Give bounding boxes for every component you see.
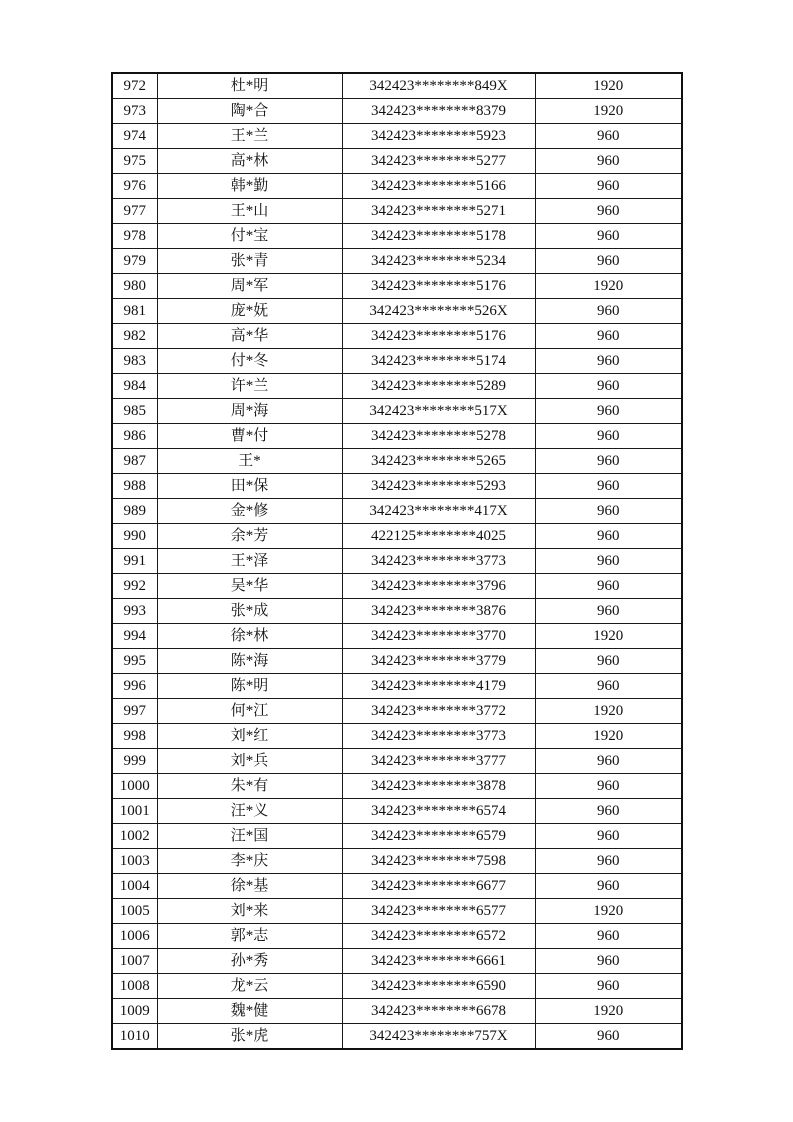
row-number-cell: 985 xyxy=(112,399,157,424)
table-row xyxy=(112,799,682,824)
name-cell: 魏*健 xyxy=(157,999,342,1024)
amount-cell: 960 xyxy=(535,399,682,424)
name-cell: 刘*红 xyxy=(157,724,342,749)
id-number-cell: 342423********526X xyxy=(342,299,535,324)
name-cell: 汪*国 xyxy=(157,824,342,849)
amount-cell: 960 xyxy=(535,774,682,799)
name-cell: 张*成 xyxy=(157,599,342,624)
name-cell: 徐*基 xyxy=(157,874,342,899)
name-cell: 陈*明 xyxy=(157,674,342,699)
name-cell: 吴*华 xyxy=(157,574,342,599)
table-row xyxy=(112,999,682,1024)
name-cell: 李*庆 xyxy=(157,849,342,874)
table-row xyxy=(112,724,682,749)
name-cell: 杜*明 xyxy=(157,73,342,99)
row-number-cell: 1001 xyxy=(112,799,157,824)
table-body xyxy=(112,73,682,1049)
id-number-cell: 342423********3876 xyxy=(342,599,535,624)
amount-cell: 960 xyxy=(535,674,682,699)
name-cell: 王* xyxy=(157,449,342,474)
table-row xyxy=(112,574,682,599)
table-row xyxy=(112,549,682,574)
id-number-cell: 342423********3772 xyxy=(342,699,535,724)
name-cell: 庞*妩 xyxy=(157,299,342,324)
name-cell: 朱*有 xyxy=(157,774,342,799)
table-row xyxy=(112,249,682,274)
id-number-cell: 342423********3773 xyxy=(342,724,535,749)
row-number-cell: 993 xyxy=(112,599,157,624)
row-number-cell: 1007 xyxy=(112,949,157,974)
table-row xyxy=(112,974,682,999)
amount-cell: 960 xyxy=(535,499,682,524)
amount-cell: 960 xyxy=(535,599,682,624)
id-number-cell: 342423********7598 xyxy=(342,849,535,874)
table-row xyxy=(112,624,682,649)
row-number-cell: 996 xyxy=(112,674,157,699)
row-number-cell: 994 xyxy=(112,624,157,649)
name-cell: 金*修 xyxy=(157,499,342,524)
amount-cell: 960 xyxy=(535,824,682,849)
id-number-cell: 342423********5278 xyxy=(342,424,535,449)
table-row xyxy=(112,474,682,499)
name-cell: 王*山 xyxy=(157,199,342,224)
amount-cell: 960 xyxy=(535,849,682,874)
name-cell: 何*江 xyxy=(157,699,342,724)
id-number-cell: 342423********6678 xyxy=(342,999,535,1024)
row-number-cell: 975 xyxy=(112,149,157,174)
amount-cell: 960 xyxy=(535,549,682,574)
amount-cell: 1920 xyxy=(535,274,682,299)
table-row xyxy=(112,699,682,724)
row-number-cell: 992 xyxy=(112,574,157,599)
id-number-cell: 342423********5293 xyxy=(342,474,535,499)
row-number-cell: 980 xyxy=(112,274,157,299)
table-row xyxy=(112,199,682,224)
row-number-cell: 1005 xyxy=(112,899,157,924)
amount-cell: 960 xyxy=(535,299,682,324)
amount-cell: 960 xyxy=(535,1024,682,1050)
amount-cell: 1920 xyxy=(535,624,682,649)
row-number-cell: 1002 xyxy=(112,824,157,849)
table-row xyxy=(112,499,682,524)
row-number-cell: 982 xyxy=(112,324,157,349)
table-row xyxy=(112,874,682,899)
row-number-cell: 978 xyxy=(112,224,157,249)
id-number-cell: 342423********4179 xyxy=(342,674,535,699)
id-number-cell: 342423********5234 xyxy=(342,249,535,274)
id-number-cell: 342423********5178 xyxy=(342,224,535,249)
id-number-cell: 342423********3777 xyxy=(342,749,535,774)
amount-cell: 960 xyxy=(535,174,682,199)
table-row xyxy=(112,949,682,974)
id-number-cell: 342423********6677 xyxy=(342,874,535,899)
id-number-cell: 342423********5176 xyxy=(342,274,535,299)
id-number-cell: 342423********6579 xyxy=(342,824,535,849)
row-number-cell: 1004 xyxy=(112,874,157,899)
amount-cell: 1920 xyxy=(535,73,682,99)
row-number-cell: 1000 xyxy=(112,774,157,799)
row-number-cell: 1008 xyxy=(112,974,157,999)
table-row xyxy=(112,274,682,299)
table-row xyxy=(112,399,682,424)
row-number-cell: 988 xyxy=(112,474,157,499)
table-row xyxy=(112,749,682,774)
table-row xyxy=(112,149,682,174)
id-number-cell: 342423********5923 xyxy=(342,124,535,149)
amount-cell: 1920 xyxy=(535,699,682,724)
amount-cell: 960 xyxy=(535,799,682,824)
row-number-cell: 974 xyxy=(112,124,157,149)
row-number-cell: 981 xyxy=(112,299,157,324)
id-number-cell: 342423********3770 xyxy=(342,624,535,649)
name-cell: 陈*海 xyxy=(157,649,342,674)
amount-cell: 960 xyxy=(535,874,682,899)
table-row xyxy=(112,524,682,549)
row-number-cell: 1009 xyxy=(112,999,157,1024)
amount-cell: 960 xyxy=(535,749,682,774)
name-cell: 王*兰 xyxy=(157,124,342,149)
id-number-cell: 342423********3796 xyxy=(342,574,535,599)
amount-cell: 1920 xyxy=(535,899,682,924)
table-row xyxy=(112,899,682,924)
amount-cell: 960 xyxy=(535,374,682,399)
name-cell: 曹*付 xyxy=(157,424,342,449)
row-number-cell: 976 xyxy=(112,174,157,199)
id-number-cell: 342423********417X xyxy=(342,499,535,524)
row-number-cell: 972 xyxy=(112,73,157,99)
table-row xyxy=(112,824,682,849)
id-number-cell: 342423********5277 xyxy=(342,149,535,174)
table-row xyxy=(112,299,682,324)
id-number-cell: 342423********5289 xyxy=(342,374,535,399)
name-cell: 张*虎 xyxy=(157,1024,342,1050)
name-cell: 汪*义 xyxy=(157,799,342,824)
id-number-cell: 342423********5174 xyxy=(342,349,535,374)
id-number-cell: 342423********5265 xyxy=(342,449,535,474)
amount-cell: 960 xyxy=(535,199,682,224)
row-number-cell: 1010 xyxy=(112,1024,157,1050)
id-number-cell: 342423********8379 xyxy=(342,99,535,124)
data-table xyxy=(111,72,683,1050)
row-number-cell: 995 xyxy=(112,649,157,674)
name-cell: 田*保 xyxy=(157,474,342,499)
table-row xyxy=(112,73,682,99)
name-cell: 付*宝 xyxy=(157,224,342,249)
row-number-cell: 987 xyxy=(112,449,157,474)
row-number-cell: 991 xyxy=(112,549,157,574)
row-number-cell: 999 xyxy=(112,749,157,774)
amount-cell: 1920 xyxy=(535,999,682,1024)
row-number-cell: 983 xyxy=(112,349,157,374)
name-cell: 周*军 xyxy=(157,274,342,299)
row-number-cell: 984 xyxy=(112,374,157,399)
row-number-cell: 998 xyxy=(112,724,157,749)
name-cell: 余*芳 xyxy=(157,524,342,549)
amount-cell: 960 xyxy=(535,574,682,599)
id-number-cell: 342423********6661 xyxy=(342,949,535,974)
table-row xyxy=(112,599,682,624)
name-cell: 韩*勤 xyxy=(157,174,342,199)
name-cell: 郭*志 xyxy=(157,924,342,949)
name-cell: 刘*兵 xyxy=(157,749,342,774)
amount-cell: 960 xyxy=(535,949,682,974)
table-row xyxy=(112,324,682,349)
name-cell: 龙*云 xyxy=(157,974,342,999)
id-number-cell: 342423********5176 xyxy=(342,324,535,349)
row-number-cell: 989 xyxy=(112,499,157,524)
amount-cell: 960 xyxy=(535,649,682,674)
id-number-cell: 342423********5166 xyxy=(342,174,535,199)
table-row xyxy=(112,924,682,949)
table-row xyxy=(112,674,682,699)
amount-cell: 960 xyxy=(535,349,682,374)
name-cell: 周*海 xyxy=(157,399,342,424)
name-cell: 徐*林 xyxy=(157,624,342,649)
id-number-cell: 342423********3773 xyxy=(342,549,535,574)
row-number-cell: 977 xyxy=(112,199,157,224)
amount-cell: 960 xyxy=(535,149,682,174)
name-cell: 许*兰 xyxy=(157,374,342,399)
table-row xyxy=(112,349,682,374)
id-number-cell: 342423********6577 xyxy=(342,899,535,924)
table-row xyxy=(112,224,682,249)
amount-cell: 960 xyxy=(535,424,682,449)
table-row xyxy=(112,849,682,874)
row-number-cell: 1003 xyxy=(112,849,157,874)
name-cell: 刘*来 xyxy=(157,899,342,924)
id-number-cell: 342423********849X xyxy=(342,73,535,99)
table-row xyxy=(112,174,682,199)
row-number-cell: 1006 xyxy=(112,924,157,949)
amount-cell: 1920 xyxy=(535,99,682,124)
id-number-cell: 342423********6590 xyxy=(342,974,535,999)
row-number-cell: 973 xyxy=(112,99,157,124)
id-number-cell: 342423********517X xyxy=(342,399,535,424)
amount-cell: 960 xyxy=(535,474,682,499)
row-number-cell: 986 xyxy=(112,424,157,449)
amount-cell: 960 xyxy=(535,324,682,349)
table-row xyxy=(112,99,682,124)
amount-cell: 960 xyxy=(535,924,682,949)
id-number-cell: 342423********3779 xyxy=(342,649,535,674)
name-cell: 张*青 xyxy=(157,249,342,274)
table-row xyxy=(112,374,682,399)
id-number-cell: 342423********6574 xyxy=(342,799,535,824)
table-row xyxy=(112,774,682,799)
id-number-cell: 342423********3878 xyxy=(342,774,535,799)
table-row xyxy=(112,124,682,149)
amount-cell: 960 xyxy=(535,524,682,549)
row-number-cell: 990 xyxy=(112,524,157,549)
name-cell: 陶*合 xyxy=(157,99,342,124)
amount-cell: 960 xyxy=(535,449,682,474)
id-number-cell: 342423********5271 xyxy=(342,199,535,224)
amount-cell: 1920 xyxy=(535,724,682,749)
amount-cell: 960 xyxy=(535,124,682,149)
name-cell: 高*华 xyxy=(157,324,342,349)
row-number-cell: 997 xyxy=(112,699,157,724)
table-row xyxy=(112,1024,682,1050)
table-row xyxy=(112,649,682,674)
amount-cell: 960 xyxy=(535,974,682,999)
row-number-cell: 979 xyxy=(112,249,157,274)
table-row xyxy=(112,449,682,474)
name-cell: 高*林 xyxy=(157,149,342,174)
amount-cell: 960 xyxy=(535,249,682,274)
name-cell: 王*泽 xyxy=(157,549,342,574)
id-number-cell: 342423********6572 xyxy=(342,924,535,949)
name-cell: 付*冬 xyxy=(157,349,342,374)
id-number-cell: 422125********4025 xyxy=(342,524,535,549)
id-number-cell: 342423********757X xyxy=(342,1024,535,1050)
name-cell: 孙*秀 xyxy=(157,949,342,974)
amount-cell: 960 xyxy=(535,224,682,249)
table-row xyxy=(112,424,682,449)
